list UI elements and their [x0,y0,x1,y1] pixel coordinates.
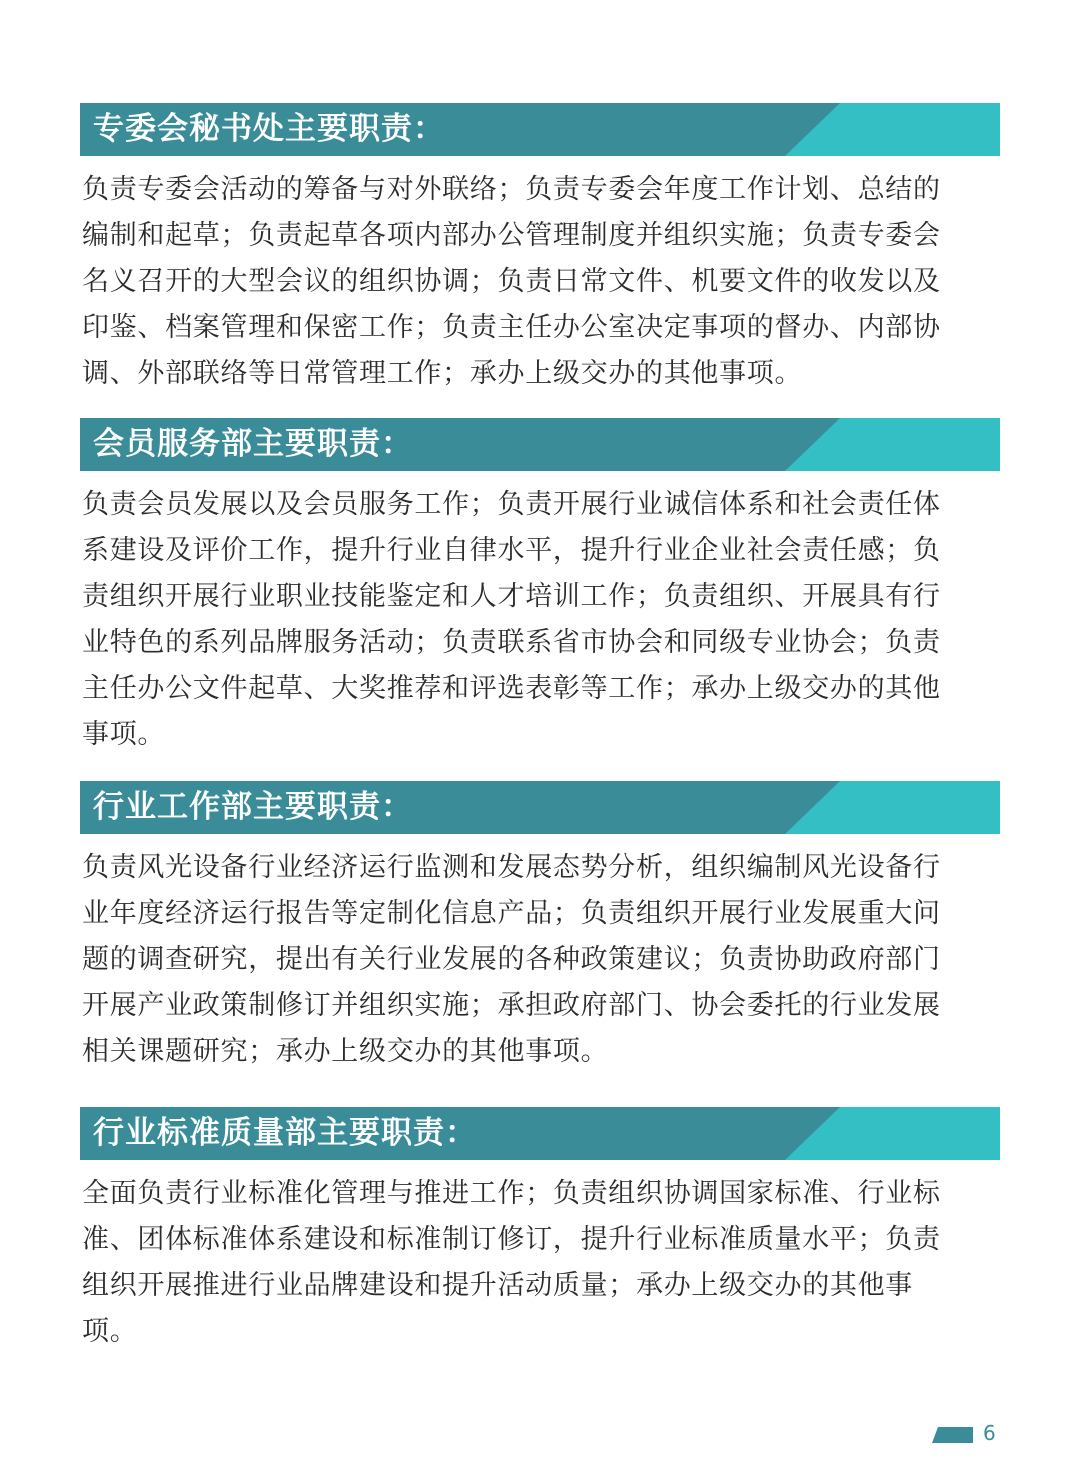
body-line: 印鉴、档案管理和保密工作；负责主任办公室决定事项的督办、内部协 [82,312,941,343]
section-body [82,1171,1002,1355]
header-accent [785,1107,1000,1160]
body-line: 系建设及评价工作，提升行业自律水平，提升行业企业社会责任感；负 [82,535,941,566]
body-line: 业年度经济运行报告等定制化信息产品；负责组织开展行业发展重大问 [82,898,941,929]
section-body [82,167,1002,397]
header-accent [785,781,1000,834]
body-line: 责组织开展行业职业技能鉴定和人才培训工作；负责组织、开展具有行 [82,581,941,612]
section-header [80,418,1000,471]
section-title: 行业标准质量部主要职责： [93,1115,477,1151]
body-line: 主任办公文件起草、大奖推荐和评选表彰等工作；承办上级交办的其他 [82,673,941,704]
header-accent [785,418,1000,471]
section-title: 行业工作部主要职责： [93,789,413,825]
body-line: 负责风光设备行业经济运行监测和发展态势分析，组织编制风光设备行 [82,852,941,883]
body-line: 负责会员发展以及会员服务工作；负责开展行业诚信体系和社会责任体 [82,489,941,520]
body-line: 负责专委会活动的筹备与对外联络；负责专委会年度工作计划、总结的 [82,174,941,205]
page-marker-icon [932,1427,973,1443]
body-line: 开展产业政策制修订并组织实施；承担政府部门、协会委托的行业发展 [82,990,941,1021]
section-header [80,103,1000,156]
body-line: 题的调查研究，提出有关行业发展的各种政策建议；负责协助政府部门 [82,944,941,975]
section-body [82,482,1002,758]
body-line: 业特色的系列品牌服务活动；负责联系省市协会和同级专业协会；负责 [82,627,941,658]
body-line: 事项。 [82,719,166,750]
body-line: 项。 [82,1316,138,1347]
body-line: 组织开展推进行业品牌建设和提升活动质量；承办上级交办的其他事 [82,1270,913,1301]
section-header [80,1107,1000,1160]
body-line: 调、外部联络等日常管理工作；承办上级交办的其他事项。 [82,358,803,389]
body-line: 准、团体标准体系建设和标准制订修订，提升行业标准质量水平；负责 [82,1224,941,1255]
section-body [82,845,1002,1075]
body-line: 编制和起草；负责起草各项内部办公管理制度并组织实施；负责专委会 [82,220,941,251]
section-title: 会员服务部主要职责： [93,426,413,462]
header-accent [785,103,1000,156]
body-line: 名义召开的大型会议的组织协调；负责日常文件、机要文件的收发以及 [82,266,941,297]
body-line: 相关课题研究；承办上级交办的其他事项。 [82,1036,609,1067]
body-line: 全面负责行业标准化管理与推进工作；负责组织协调国家标准、行业标 [82,1178,941,1209]
section-title: 专委会秘书处主要职责： [93,111,445,147]
page-number: 6 [983,1421,996,1445]
section-header [80,781,1000,834]
